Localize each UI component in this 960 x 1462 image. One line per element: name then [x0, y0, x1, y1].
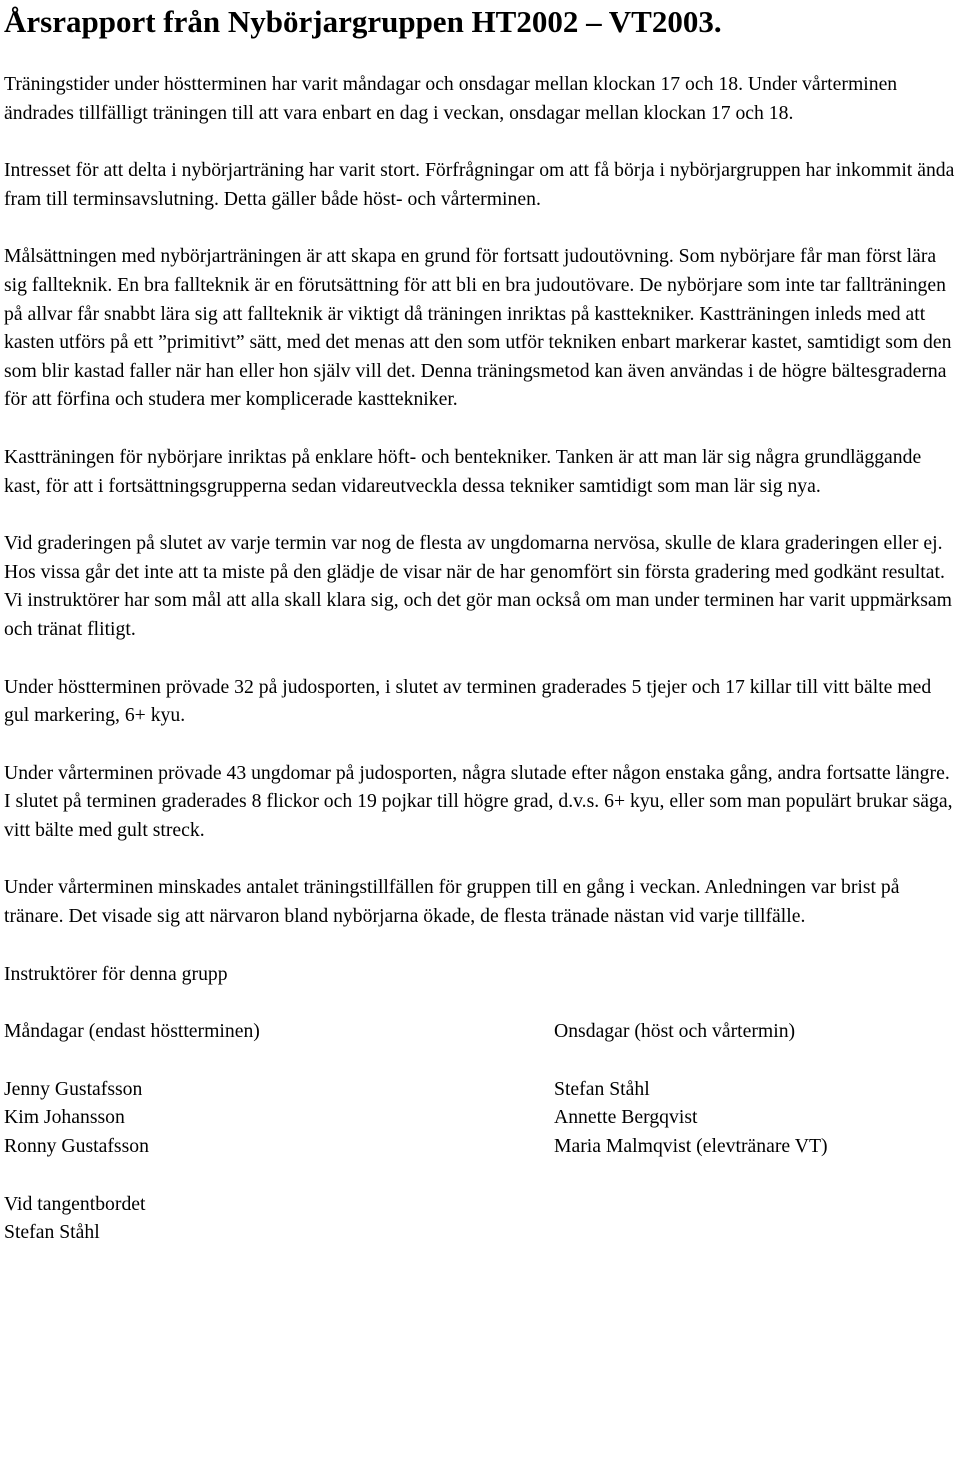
paragraph-reduced-sessions: Under vårterminen minskades antalet träningstillfällen för gruppen till en gång i veckan. Anledningen var brist på tränare. Det visade sig att närvaron bland nybörjarna ökade, de flesta tränade nästan vid varje tillfälle. — [4, 876, 900, 928]
monday-names — [4, 1075, 554, 1161]
wednesday-names — [554, 1075, 954, 1161]
paragraph-throw-training: Kastträningen för nybörjare inriktas på enklare höft- och bentekniker. Tanken är att man lär sig några grundläggande kast, för att i fortsättningsgrupperna sedan vidareutveckla dessa tekniker samtidigt som man lär sig nya. — [4, 445, 922, 497]
monday-heading: Måndagar (endast höstterminen) — [4, 1020, 260, 1043]
instructor-name: Jenny Gustafsson — [4, 1077, 143, 1100]
wednesday-heading: Onsdagar (höst och vårtermin) — [554, 1020, 796, 1043]
wednesday-column — [554, 1017, 954, 1160]
signature-name: Stefan Ståhl — [4, 1221, 100, 1244]
instructor-name: Kim Johansson — [4, 1106, 125, 1129]
monday-column — [4, 1017, 554, 1160]
paragraph-grading: Vid graderingen på slutet av varje termin var nog de flesta av ungdomarna nervösa, skulle de klara graderingen eller ej. Hos vissa går det inte att ta miste på den glädje de visar när de har genomfört sin första gradering med godkänt resultat. Vi instruktörer har som mål att alla skall klara sig, och det gör man också om man under terminen har varit uppmärksam och tränat flitigt. — [4, 532, 952, 640]
signature-block — [4, 1190, 960, 1247]
paragraph-interest: Intresset för att delta i nybörjarträning har varit stort. Förfrågningar om att få börja i nybörjargruppen har inkommit ända fram till terminsavslutning. Detta gäller både höst- och vårterminen. — [4, 159, 955, 210]
paragraph-spring-stats: Under vårterminen prövade 43 ungdomar på judosporten, några slutade efter någon enstaka gång, andra fortsatte längre. I slutet på terminen graderades 8 flickor och 19 pojkar till högre grad, d.v.s. 6+ kyu, eller som man populärt brukar säga, vitt bälte med gult streck. — [4, 761, 953, 841]
instructors-heading: Instruktörer för denna grupp — [4, 962, 228, 985]
report-title: Årsrapport från Nybörjargruppen HT2002 – VT2003. — [4, 4, 722, 39]
instructor-name: Maria Malmqvist (elevtränare VT) — [554, 1135, 828, 1158]
paragraph-goals: Målsättningen med nybörjarträningen är att skapa en grund för fortsatt judoutövning. Som nybörjare får man först lära sig fallteknik. En bra fallteknik är en förutsättning för att bli en bra judoutövare. De nybörjare som inte tar fallträningen på allvar får snabbt lära sig att fallteknik är viktigt då träningen inriktas på kasttekniker. Kastträningen inleds med att kasten utförs på ett ”primitivt” sätt, med det menas att den som utför tekniken enbart markerar kastet, samtidigt som den som blir kastad faller när han eller hon själv vill det. Denna träningsmetod kan även användas i de högre bältesgraderna för att förfina och studera mer komplicerade kasttekniker. — [4, 245, 952, 411]
instructor-name: Ronny Gustafsson — [4, 1135, 149, 1158]
instructor-columns — [4, 1017, 960, 1160]
instructor-name: Stefan Ståhl — [554, 1077, 650, 1100]
paragraph-autumn-stats: Under höstterminen prövade 32 på judosporten, i slutet av terminen graderades 5 tjejer och 17 killar till vitt bälte med gul markering, 6+ kyu. — [4, 675, 932, 727]
signature-label: Vid tangentbordet — [4, 1192, 146, 1215]
paragraph-training-times: Träningstider under höstterminen har varit måndagar och onsdagar mellan klockan 17 och 18. Under vårterminen ändrades tillfälligt träningen till att vara enbart en dag i veckan, onsdagar mellan klockan 17 och 18. — [4, 73, 898, 124]
instructor-name: Annette Bergqvist — [554, 1106, 698, 1129]
